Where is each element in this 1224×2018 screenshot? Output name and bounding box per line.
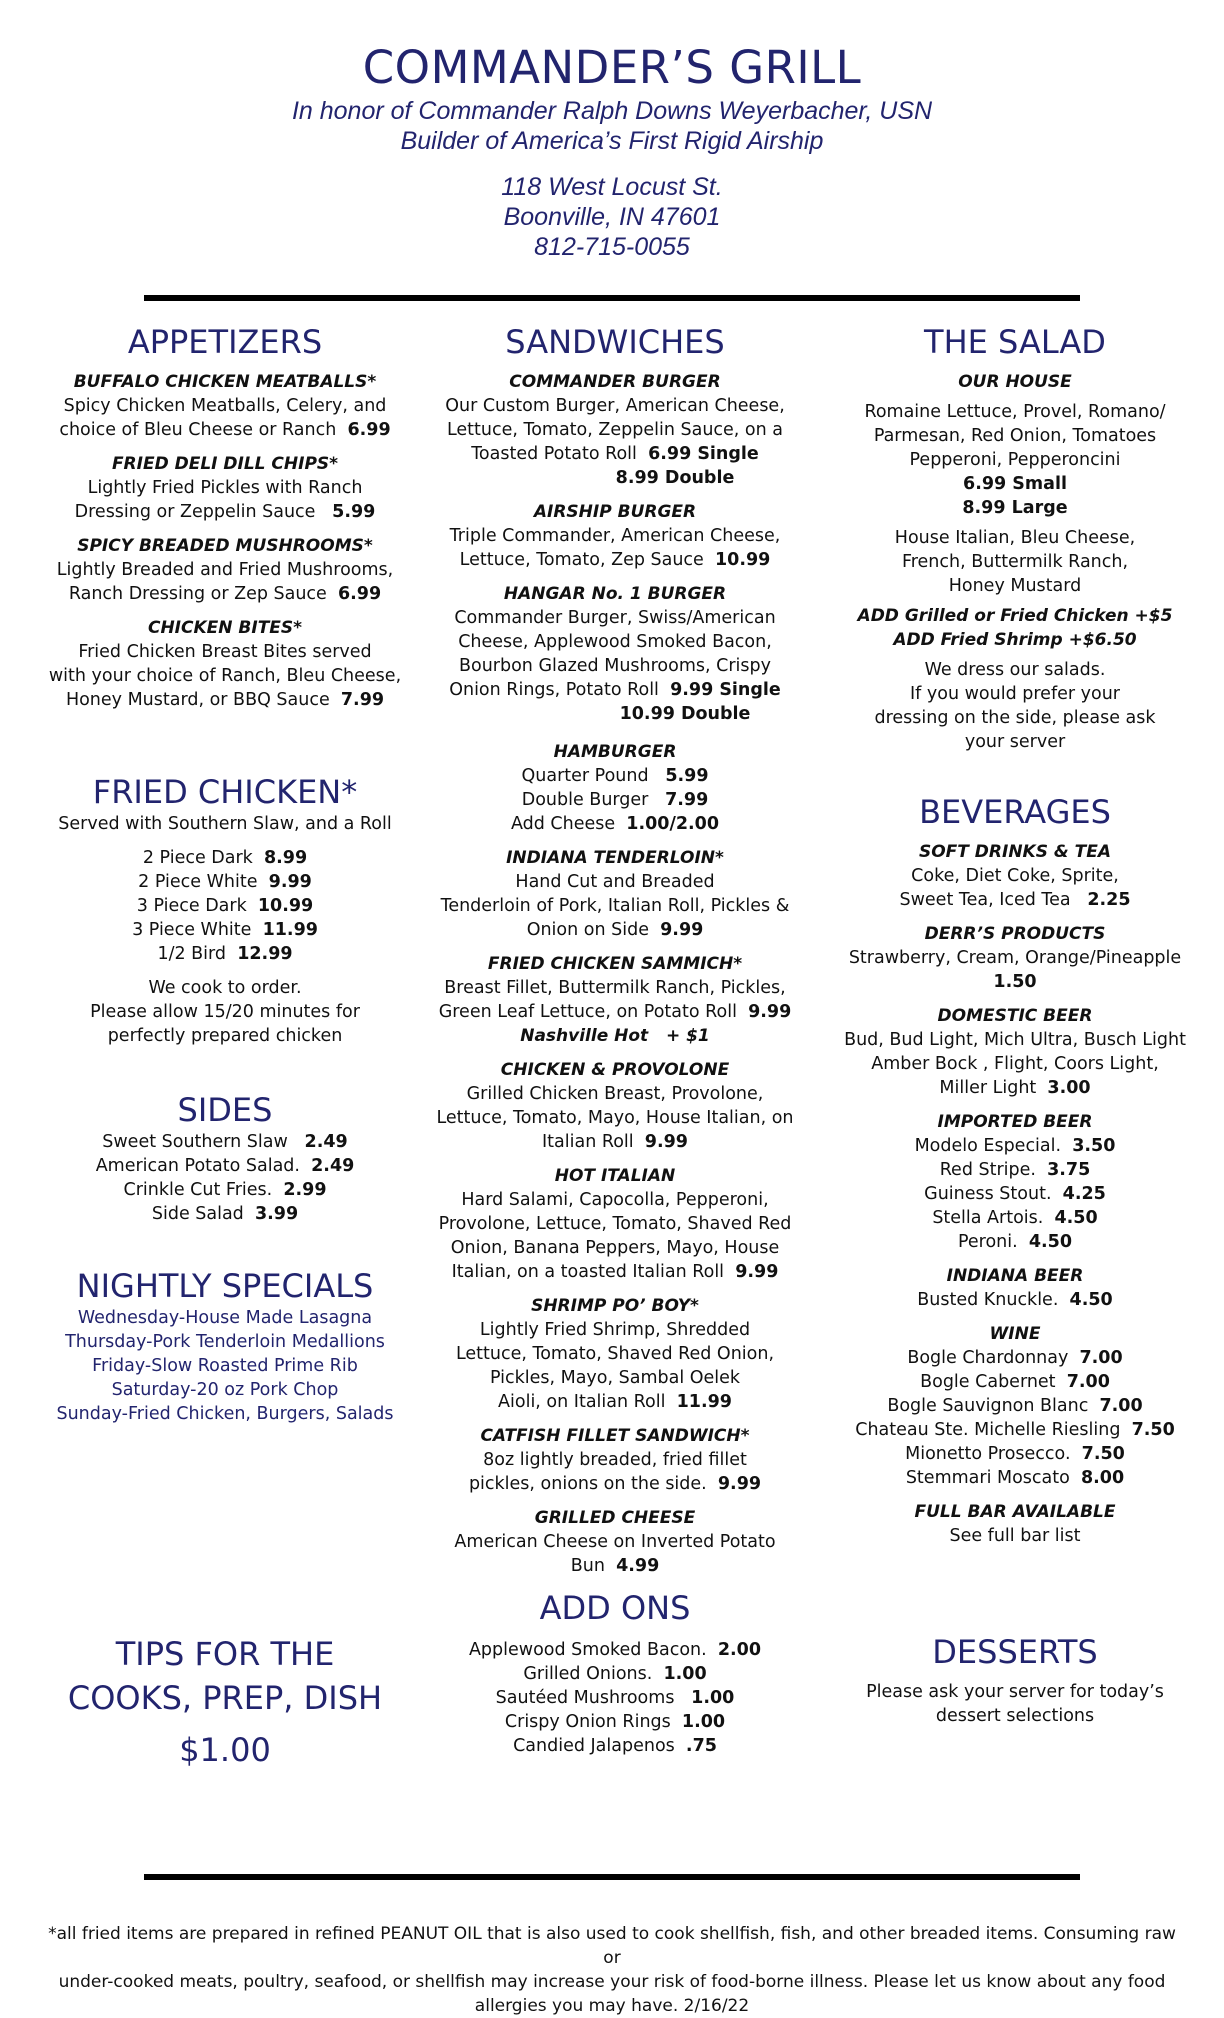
price-row: Red Stripe. 3.75 [939,1160,1091,1180]
nightly-specials-title: NIGHTLY SPECIALS [76,1267,374,1305]
footer-line: *all fried items are prepared in refined PEANUT OIL that is also used to cook shellfish, fish, and other breaded items. Consuming raw or [48,1924,1176,1968]
price-row: Chateau Ste. Michelle Riesling 7.50 [855,1420,1175,1440]
allergy-footer [40,1922,1184,2018]
footer-line: allergies you may have. 2/16/22 [474,1996,750,2016]
item-name: SPICY BREADED MUSHROOMS* [77,536,373,556]
item-price: 7.99 [340,690,385,710]
item-desc: Bun 4.99 [570,1556,660,1576]
desserts-note: dessert selections [935,1706,1095,1726]
item-price: 6.99 [347,420,391,440]
tips-price: $1.00 [179,1731,271,1769]
item-desc: Sweet Tea, Iced Tea 2.25 [899,890,1131,910]
sides-title: SIDES [177,1091,273,1129]
menu-item [40,370,410,442]
item-desc: Coke, Diet Coke, Sprite, [911,866,1119,886]
right-column [830,322,1200,1558]
item-desc: Onion on Side 9.99 [526,920,704,940]
item-desc: Honey Mustard, or BBQ Sauce 7.99 [65,690,385,710]
item-name: IMPORTED BEER [937,1112,1093,1132]
item-price: 10.99 Double [619,704,751,724]
add-ons-title: ADD ONS [539,1589,691,1627]
item-desc: Lettuce, Tomato, Zeppelin Sauce, on a [446,420,784,440]
item-name: BUFFALO CHICKEN MEATBALLS* [73,372,377,392]
footer-line: under-cooked meats, poultry, seafood, or shellfish may increase your risk of food-borne illness. Please let us know about any food [58,1972,1166,1992]
menu-item [420,1424,810,1496]
item-name: HOT ITALIAN [554,1166,676,1186]
item-desc: Dressing or Zeppelin Sauce 5.99 [74,502,376,522]
item-name: HAMBURGER [553,742,677,762]
special-item: Saturday-20 oz Pork Chop [111,1380,339,1400]
special-item: Sunday-Fried Chicken, Burgers, Salads [56,1404,394,1424]
cook-note: We cook to order. [148,978,302,998]
item-name: GRILLED CHEESE [534,1508,696,1528]
sandwiches-title: SANDWICHES [505,323,725,361]
desserts-title: DESSERTS [932,1633,1098,1671]
fried-chicken-subtitle: Served with Southern Slaw, and a Roll [58,814,392,834]
menu-item [830,840,1200,912]
item-desc: Bud, Bud Light, Mich Ultra, Busch Light [844,1030,1186,1050]
item-addon: Nashville Hot + $1 [520,1026,710,1046]
item-name: FRIED DELI DILL CHIPS* [111,454,339,474]
item-desc: American Cheese on Inverted Potato [454,1532,776,1552]
dressing-list: Honey Mustard [948,576,1082,596]
price-row: Sautéed Mushrooms 1.00 [495,1688,735,1708]
menu-item [420,1294,810,1414]
item-desc: Pickles, Mayo, Sambal Oelek [489,1368,741,1388]
menu-item [420,1164,810,1284]
item-name: COMMANDER BURGER [509,372,721,392]
item-name: CHICKEN & PROVOLONE [500,1060,730,1080]
price-row: 3 Piece Dark 10.99 [136,896,314,916]
price-row: 3 Piece White 11.99 [132,920,318,940]
item-desc: 8oz lightly breaded, fried fillet [483,1450,747,1470]
item-desc: Lightly Breaded and Fried Mushrooms, [56,560,394,580]
item-desc: with your choice of Ranch, Bleu Cheese, [48,666,402,686]
item-desc: Provolone, Lettuce, Tomato, Shaved Red [438,1214,792,1234]
menu-item [830,1264,1200,1312]
salad-note: dressing on the side, please ask [874,708,1156,728]
top-divider [144,295,1080,301]
item-name: SOFT DRINKS & TEA [918,842,1112,862]
price-row: 2 Piece Dark 8.99 [142,848,308,868]
item-name: AIRSHIP BURGER [533,502,697,522]
special-item: Thursday-Pork Tenderloin Medallions [65,1332,385,1352]
price-row: Bogle Cabernet 7.00 [920,1372,1110,1392]
item-desc: Strawberry, Cream, Orange/Pineapple [848,948,1182,968]
menu-item [40,452,410,524]
item-price: 6.99 [337,584,382,604]
price-row: Busted Knuckle. 4.50 [917,1290,1113,1310]
item-desc: Green Leaf Lettuce, on Potato Roll 9.99 [438,1002,792,1022]
item-name: DERR’S PRODUCTS [924,924,1106,944]
tips-line: TIPS FOR THE [115,1635,335,1673]
item-price: 1.50 [993,972,1037,992]
menu-item [420,740,810,836]
item-desc: Bourbon Glazed Mushrooms, Crispy [458,656,771,676]
item-desc: Cheese, Applewood Smoked Bacon, [458,632,772,652]
salad-title: THE SALAD [924,323,1106,361]
price-row: Double Burger 7.99 [521,790,709,810]
item-desc: Triple Commander, American Cheese, [449,526,781,546]
price-row: American Potato Salad. 2.49 [95,1156,355,1176]
item-name: CHICKEN BITES* [147,618,303,638]
menu-item [420,500,810,572]
item-desc: Italian, on a toasted Italian Roll 9.99 [451,1262,779,1282]
item-price: 8.99 Double [615,468,735,488]
menu-item [830,1500,1200,1548]
item-name: CATFISH FILLET SANDWICH* [480,1426,750,1446]
price-row: Add Cheese 1.00/2.00 [510,814,720,834]
cook-note: perfectly prepared chicken [107,1026,343,1046]
item-price: 5.99 [332,502,376,522]
menu-item [40,534,410,606]
menu-item [830,1110,1200,1254]
item-desc: Lettuce, Tomato, Mayo, House Italian, on [436,1108,794,1128]
salad-note: We dress our salads. [924,660,1106,680]
item-name: INDIANA BEER [946,1266,1084,1286]
desserts-block [830,1632,1200,1728]
salad-note: If you would prefer your [910,684,1120,704]
price-row: Bogle Chardonnay 7.00 [907,1348,1123,1368]
phone-number: 812-715-0055 [534,233,690,261]
special-item: Wednesday-House Made Lasagna [77,1308,373,1328]
dressing-list: House Italian, Bleu Cheese, [894,528,1136,548]
item-desc: Our Custom Burger, American Cheese, [445,396,785,416]
item-desc: Toasted Potato Roll 6.99 Single [471,444,759,464]
price-row: Mionetto Prosecco. 7.50 [905,1444,1125,1464]
street-address: 118 West Locust St. [501,173,723,201]
price-row: Sweet Southern Slaw 2.49 [102,1132,348,1152]
price-row: Applewood Smoked Bacon. 2.00 [468,1640,762,1660]
cook-note: Please allow 15/20 minutes for [90,1002,360,1022]
salad-note: your server [964,732,1066,752]
fried-chicken-title: FRIED CHICKEN* [92,773,358,811]
item-desc: Spicy Chicken Meatballs, Celery, and [63,396,387,416]
price-row: Crispy Onion Rings 1.00 [504,1712,726,1732]
item-desc: Lightly Fried Shrimp, Shredded [479,1320,751,1340]
item-name: WINE [989,1324,1041,1344]
salad-addon: ADD Fried Shrimp +$6.50 [893,630,1137,650]
menu-item [420,582,810,726]
menu-item [420,1506,810,1578]
item-desc: Onion, Banana Peppers, Mayo, House [450,1238,780,1258]
desserts-note: Please ask your server for today’s [866,1682,1164,1702]
price-row: 1/2 Bird 12.99 [157,944,293,964]
price-row: Guiness Stout. 4.25 [924,1184,1106,1204]
item-name: DOMESTIC BEER [937,1006,1093,1026]
item-desc: Lettuce, Tomato, Shaved Red Onion, [455,1344,775,1364]
item-desc: Grilled Chicken Breast, Provolone, [466,1084,764,1104]
item-name: FULL BAR AVAILABLE [914,1502,1116,1522]
special-item: Friday-Slow Roasted Prime Rib [92,1356,358,1376]
item-desc: Ranch Dressing or Zep Sauce 6.99 [68,584,382,604]
price-row: Stemmari Moscato 8.00 [905,1468,1125,1488]
item-desc: pickles, onions on the side. 9.99 [468,1474,762,1494]
tagline-honor: In honor of Commander Ralph Downs Weyerbacher, USN [291,97,933,125]
menu-item [420,952,810,1048]
address-block [0,172,1224,262]
left-column [40,322,410,1426]
menu-item [420,370,810,490]
item-price: 8.99 Large [962,498,1068,518]
city-address: Boonville, IN 47601 [503,203,721,231]
item-desc: Romaine Lettuce, Provel, Romano/ [864,402,1166,422]
item-desc: Parmesan, Red Onion, Tomatoes [873,426,1157,446]
menu-item [40,616,410,712]
item-name: FRIED CHICKEN SAMMICH* [487,954,743,974]
menu-item [830,1322,1200,1490]
price-row: Grilled Onions. 1.00 [523,1664,707,1684]
bottom-divider [144,1874,1080,1880]
menu-item [420,1058,810,1154]
beverages-title: BEVERAGES [919,793,1111,831]
item-name: HANGAR No. 1 BURGER [503,584,727,604]
item-desc: Lightly Fried Pickles with Ranch [87,478,363,498]
item-desc: Hard Salami, Capocolla, Pepperoni, [461,1190,769,1210]
item-desc: Onion Rings, Potato Roll 9.99 Single [449,680,781,700]
item-desc: Fried Chicken Breast Bites served [78,642,372,662]
item-name: INDIANA TENDERLOIN* [506,848,724,868]
item-name: SHRIMP PO’ BOY* [531,1296,699,1316]
price-row: Quarter Pound 5.99 [521,766,709,786]
item-desc: Tenderloin of Pork, Italian Roll, Pickles & [440,896,790,916]
item-price: 6.99 Small [963,474,1067,494]
restaurant-title: COMMANDER’S GRILL [362,41,862,94]
price-row: 2 Piece White 9.99 [138,872,312,892]
price-row: Side Salad 3.99 [151,1204,299,1224]
menu-item [420,846,810,942]
item-desc: Breast Fillet, Buttermilk Ranch, Pickles, [444,978,786,998]
item-desc: Hand Cut and Breaded [515,872,715,892]
dressing-list: French, Buttermilk Ranch, [901,552,1129,572]
tagline-airship: Builder of America’s First Rigid Airship [400,127,824,155]
salad-addon: ADD Grilled or Fried Chicken +$5 [857,606,1173,626]
item-desc: See full bar list [949,1526,1081,1546]
item-desc: Italian Roll 9.99 [542,1132,688,1152]
appetizers-title: APPETIZERS [127,323,323,361]
item-desc: Pepperoni, Pepperoncini [909,450,1121,470]
item-desc: Commander Burger, Swiss/American [454,608,776,628]
menu-header [0,40,1224,262]
price-row: Bogle Sauvignon Blanc 7.00 [887,1396,1143,1416]
item-desc: Aioli, on Italian Roll 11.99 [498,1392,732,1412]
menu-item [830,922,1200,994]
price-row: Crinkle Cut Fries. 2.99 [123,1180,327,1200]
center-column [420,322,810,1758]
price-row: Peroni. 4.50 [957,1232,1073,1252]
price-row: Candied Jalapenos .75 [513,1736,717,1756]
menu-item [830,1004,1200,1100]
price-row: Modelo Especial. 3.50 [914,1136,1116,1156]
tips-line: COOKS, PREP, DISH [67,1679,383,1717]
item-desc: choice of Bleu Cheese or Ranch 6.99 [59,420,391,440]
tips-block [40,1632,410,1769]
item-desc: Miller Light 3.00 [939,1078,1091,1098]
item-desc: Amber Bock , Flight, Coors Light, [871,1054,1159,1074]
item-desc: Lettuce, Tomato, Zep Sauce 10.99 [459,550,771,570]
price-row: Stella Artois. 4.50 [932,1208,1098,1228]
item-name: OUR HOUSE [958,372,1072,392]
